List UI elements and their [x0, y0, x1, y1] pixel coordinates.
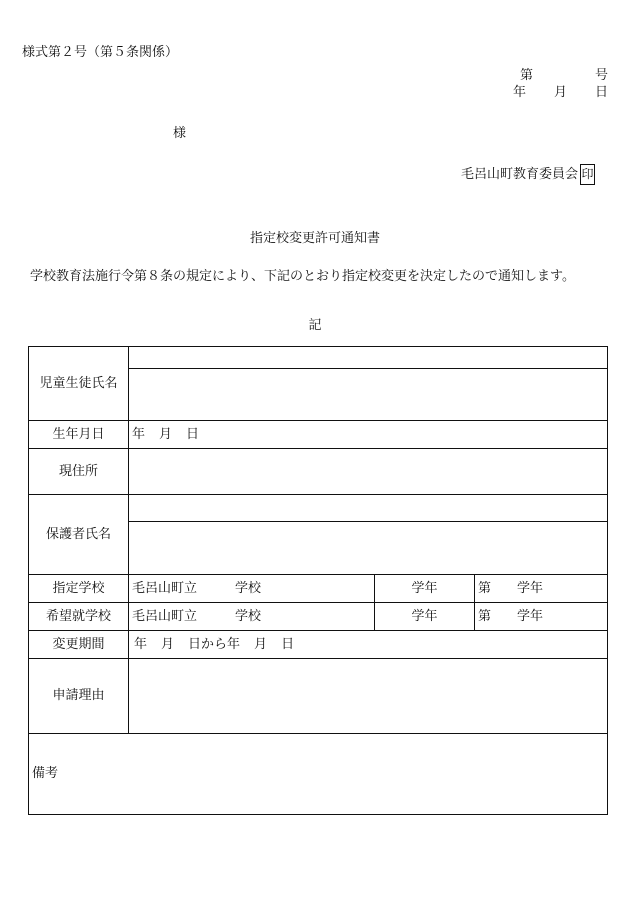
- issue-date-year: 年: [512, 85, 526, 100]
- table-row: [29, 575, 608, 603]
- designated-grade-dai: 第: [478, 580, 492, 596]
- desired-school-field[interactable]: [129, 603, 375, 631]
- desired-school-grade[interactable]: 学年: [375, 603, 475, 631]
- guardian-name-label: 保護者氏名: [29, 495, 129, 575]
- desired-grade-suffix: 学年: [517, 608, 544, 624]
- notes-label: 備考: [32, 766, 59, 781]
- address-label: 現住所: [29, 449, 129, 495]
- notes-field[interactable]: [29, 734, 608, 815]
- notification-form-table: [28, 346, 608, 815]
- designated-school-town: 毛呂山町立: [132, 580, 198, 596]
- table-row: [29, 449, 608, 495]
- student-name-label: 児童生徒氏名: [29, 347, 129, 421]
- table-row: [29, 347, 608, 369]
- form-number: 様式第２号（第５条関係）: [22, 45, 179, 60]
- desired-school-grade-no[interactable]: [475, 603, 608, 631]
- birthdate-day: 日: [186, 426, 200, 442]
- desired-school-town: 毛呂山町立: [132, 608, 198, 624]
- desired-grade-dai: 第: [478, 608, 492, 624]
- document-title: 指定校変更許可通知書: [249, 231, 380, 246]
- issue-date-row: [513, 84, 608, 101]
- reason-field[interactable]: [129, 659, 608, 734]
- designated-school-grade-no[interactable]: [475, 575, 608, 603]
- document-number-dai: 第: [519, 68, 533, 83]
- address-field[interactable]: [129, 449, 608, 495]
- seal-box: 印: [580, 164, 595, 185]
- student-name-field[interactable]: [129, 369, 608, 421]
- birthdate-year: 年: [132, 426, 146, 442]
- designated-school-label: 指定学校: [29, 575, 129, 603]
- period-end-day: 日: [281, 636, 295, 652]
- table-row: [29, 734, 608, 815]
- reason-label: 申請理由: [29, 659, 129, 734]
- document-number-date: [513, 67, 608, 101]
- designated-grade-suffix: 学年: [517, 580, 544, 596]
- guardian-name-field[interactable]: [129, 522, 608, 575]
- table-row: [29, 603, 608, 631]
- period-start-year: 年: [134, 636, 148, 652]
- designated-school-grade[interactable]: 学年: [375, 575, 475, 603]
- birthdate-month: 月: [159, 426, 173, 442]
- period-end-month: 月: [254, 636, 268, 652]
- issue-date-month: 月: [553, 85, 567, 100]
- issuer-name: [461, 168, 578, 182]
- document-number-go: 号: [594, 68, 608, 83]
- document-number-row: [513, 67, 608, 84]
- document-body: 学校教育法施行令第８条の規定により、下記のとおり指定校変更を決定したので通知します。: [30, 269, 575, 284]
- desired-school-suffix: 学校: [235, 608, 262, 624]
- birthdate-field[interactable]: [129, 421, 608, 449]
- issue-date-day: 日: [594, 85, 608, 100]
- table-row: [29, 421, 608, 449]
- issuer-org: 毛呂山町教育委員会: [460, 167, 578, 182]
- table-row: [29, 659, 608, 734]
- table-row: [29, 631, 608, 659]
- change-period-label: 変更期間: [29, 631, 129, 659]
- guardian-name-furigana-field[interactable]: [129, 495, 608, 522]
- period-start-month: 月: [161, 636, 175, 652]
- student-name-furigana-field[interactable]: [129, 347, 608, 369]
- birthdate-label: 生年月日: [29, 421, 129, 449]
- ki-heading: 記: [308, 318, 322, 333]
- change-period-field[interactable]: [129, 631, 608, 659]
- addressee-honorific: 様: [173, 126, 187, 141]
- desired-school-label: 希望就学校: [29, 603, 129, 631]
- table-row: [29, 495, 608, 522]
- designated-school-field[interactable]: [129, 575, 375, 603]
- period-start-day-to-year: 日から年: [188, 636, 241, 652]
- designated-school-suffix: 学校: [235, 580, 262, 596]
